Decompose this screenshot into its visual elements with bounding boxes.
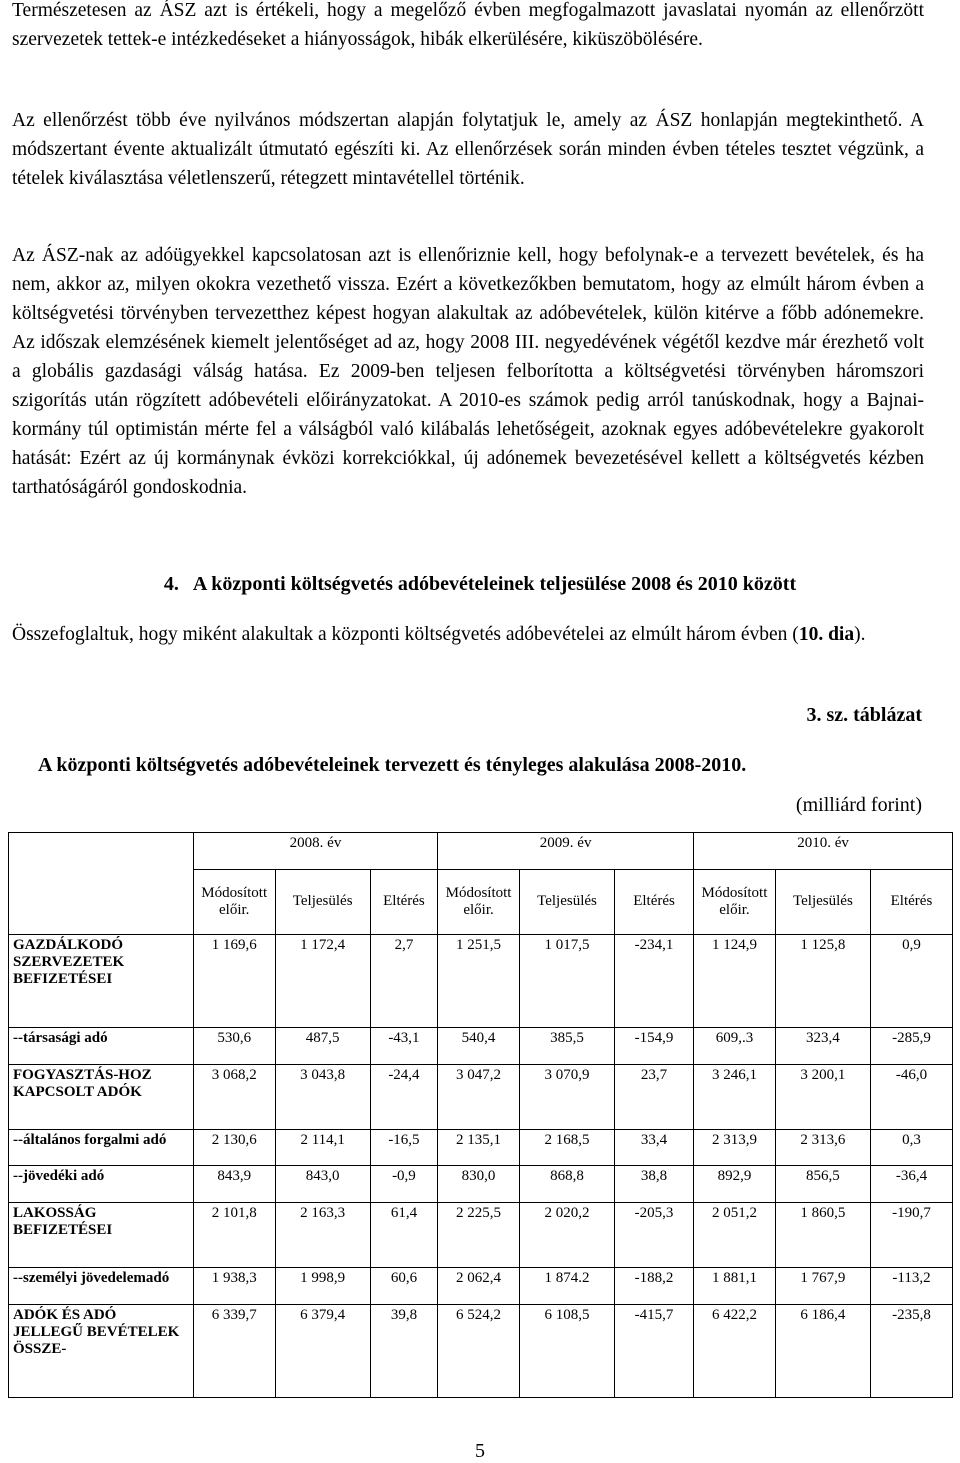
table-cell: 2 168,5	[519, 1129, 614, 1166]
year-2010-header: 2010. év	[694, 833, 953, 870]
table-cell: 868,8	[519, 1166, 614, 1203]
paragraph-2: Az ellenőrzést több éve nyilvános módszertan alapján folytatjuk le, amely az ÁSZ honlapján megtekinthető. A módszertant évente aktualizált útmutató egészíti ki. Az ellenőrzések során minden évben tételes tesztet végzünk, a tételek kiválasztása véletlenszerű, rétegzett mintavétellel történik.	[12, 110, 924, 189]
table-row	[9, 1064, 953, 1129]
table-cell: 23,7	[615, 1064, 694, 1129]
table-row	[9, 1202, 953, 1267]
table-cell: 1 998,9	[275, 1267, 370, 1304]
table-cell: 1 767,9	[775, 1267, 870, 1304]
table-row	[9, 1166, 953, 1203]
table-number: 3. sz. táblázat	[806, 704, 922, 726]
table-cell: 2 313,6	[775, 1129, 870, 1166]
table-cell: 39,8	[370, 1304, 437, 1397]
table-cell: -234,1	[615, 934, 694, 1027]
table-cell: 3 200,1	[775, 1064, 870, 1129]
table-cell: 0,3	[870, 1129, 952, 1166]
section-heading	[0, 570, 960, 598]
tax-revenue-table-wrapper	[8, 832, 953, 1398]
table-cell: -0,9	[370, 1166, 437, 1203]
table-row	[9, 1027, 953, 1064]
year-2008-header: 2008. év	[193, 833, 437, 870]
col-header-difference: Eltérés	[870, 869, 952, 934]
table-cell: 487,5	[275, 1027, 370, 1064]
table-cell: 2 114,1	[275, 1129, 370, 1166]
table-cell: 33,4	[615, 1129, 694, 1166]
col-header-difference: Eltérés	[370, 869, 437, 934]
row-label: --jövedéki adó	[9, 1166, 194, 1203]
table-cell: 0,9	[870, 934, 952, 1027]
table-cell: 843,0	[275, 1166, 370, 1203]
col-header-fulfilment: Teljesülés	[775, 869, 870, 934]
page-number: 5	[475, 1440, 485, 1462]
table-cell: 60,6	[370, 1267, 437, 1304]
paragraph-1: Természetesen az ÁSZ azt is értékeli, hogy a megelőző évben megfogalmazott javaslatai nyomán az ellenőrzött szervezetek tettek-e intézkedéseket a hiányosságok, hibák elkerülésére, kiküszöbölésére.	[12, 0, 924, 50]
year-header-row	[9, 833, 953, 870]
col-header-modified: Módosított előir.	[694, 869, 776, 934]
table-unit: (milliárd forint)	[795, 794, 922, 816]
table-cell: 6 186,4	[775, 1304, 870, 1397]
table-cell: 6 524,2	[438, 1304, 520, 1397]
col-header-fulfilment: Teljesülés	[275, 869, 370, 934]
tax-revenue-table	[8, 832, 953, 1398]
table-cell: -36,4	[870, 1166, 952, 1203]
table-cell: -285,9	[870, 1027, 952, 1064]
year-2009-header: 2009. év	[438, 833, 694, 870]
table-cell: 540,4	[438, 1027, 520, 1064]
row-label: GAZDÁLKODÓ SZERVEZETEK BEFIZETÉSEI	[9, 934, 194, 1027]
table-cell: 1 874.2	[519, 1267, 614, 1304]
table-cell: 530,6	[193, 1027, 275, 1064]
section-title: A központi költségvetés adóbevételeinek teljesülése 2008 és 2010 között	[192, 573, 797, 595]
table-cell: -205,3	[615, 1202, 694, 1267]
table-cell: 6 339,7	[193, 1304, 275, 1397]
table-cell: 3 043,8	[275, 1064, 370, 1129]
table-cell: 843,9	[193, 1166, 275, 1203]
table-cell: 2 225,5	[438, 1202, 520, 1267]
table-cell: -235,8	[870, 1304, 952, 1397]
table-cell: 2 020,2	[519, 1202, 614, 1267]
table-cell: -43,1	[370, 1027, 437, 1064]
table-cell: -415,7	[615, 1304, 694, 1397]
table-cell: -24,4	[370, 1064, 437, 1129]
table-cell: 38,8	[615, 1166, 694, 1203]
table-cell: 3 047,2	[438, 1064, 520, 1129]
table-cell: 2 062,4	[438, 1267, 520, 1304]
table-cell: 1 172,4	[275, 934, 370, 1027]
table-cell: 1 169,6	[193, 934, 275, 1027]
row-label: ADÓK ÉS ADÓ JELLEGŰ BEVÉTELEK ÖSSZE-	[9, 1304, 194, 1397]
col-header-modified: Módosított előir.	[193, 869, 275, 934]
table-cell: -154,9	[615, 1027, 694, 1064]
section-number: 4.	[163, 573, 179, 595]
row-label: --általános forgalmi adó	[9, 1129, 194, 1166]
row-label: FOGYASZTÁS-HOZ KAPCSOLT ADÓK	[9, 1064, 194, 1129]
table-cell: -16,5	[370, 1129, 437, 1166]
table-cell: 2 313,9	[694, 1129, 776, 1166]
table-cell: 2 135,1	[438, 1129, 520, 1166]
table-cell: 3 068,2	[193, 1064, 275, 1129]
table-cell: 856,5	[775, 1166, 870, 1203]
paragraph-3: Az ÁSZ-nak az adóügyekkel kapcsolatosan azt is ellenőriznie kell, hogy befolynak-e a tervezett bevételek, és ha nem, akkor az, milyen okokra vezethető vissza. Ezért a következőkben bemutatom, hogy az elmúlt három évben a költségvetési törvényben tervezetthez képest hogyan alakultak az adóbevételek, külön kitérve a főbb adónemekre. Az időszak elemzésének kiemelt jelentőséget ad az, hogy 2008 III. negyedévének végétől kezdve már érezhető volt a globális gazdasági válság hatása. Ez 2009-ben teljesen felborította a költségvetési törvényben háromszori szigorítás után rögzített adóbevételi előirányzatokat. A 2010-es számok pedig arról tanúskodnak, hogy a Bajnai-kormány túl optimistán mérte fel a válságból való kilábalás lehetőségeit, azoknak egyes adóbevételekre gyakorolt hatását: Ezért az új kormánynak évközi korrekciókkal, új adónemek bevezetésével kellett a költségvetés kézben tarthatóságáról gondoskodnia.	[12, 245, 924, 498]
summary-text-end: ).	[854, 624, 866, 645]
slide-reference: 10. dia	[798, 624, 855, 645]
table-cell: 2,7	[370, 934, 437, 1027]
table-cell: 1 938,3	[193, 1267, 275, 1304]
table-cell: 61,4	[370, 1202, 437, 1267]
table-cell: -46,0	[870, 1064, 952, 1129]
table-cell: 1 251,5	[438, 934, 520, 1027]
table-cell: 2 163,3	[275, 1202, 370, 1267]
table-cell: 1 860,5	[775, 1202, 870, 1267]
table-cell: 1 881,1	[694, 1267, 776, 1304]
summary-text: Összefoglaltuk, hogy miként alakultak a központi költségvetés adóbevételei az elmúlt három évben (	[12, 624, 799, 645]
empty-corner-cell	[9, 833, 194, 935]
table-cell: -190,7	[870, 1202, 952, 1267]
table-cell: 2 051,2	[694, 1202, 776, 1267]
table-cell: 6 379,4	[275, 1304, 370, 1397]
row-label: --társasági adó	[9, 1027, 194, 1064]
table-cell: -188,2	[615, 1267, 694, 1304]
table-cell: 609,.3	[694, 1027, 776, 1064]
table-cell: 830,0	[438, 1166, 520, 1203]
table-cell: 2 130,6	[193, 1129, 275, 1166]
table-cell: 1 125,8	[775, 934, 870, 1027]
table-cell: 1 017,5	[519, 934, 614, 1027]
table-cell: 385,5	[519, 1027, 614, 1064]
table-cell: 3 246,1	[694, 1064, 776, 1129]
row-label: --személyi jövedelemadó	[9, 1267, 194, 1304]
table-cell: 1 124,9	[694, 934, 776, 1027]
col-header-difference: Eltérés	[615, 869, 694, 934]
table-cell: 6 422,2	[694, 1304, 776, 1397]
table-cell: 2 101,8	[193, 1202, 275, 1267]
table-row	[9, 1129, 953, 1166]
summary-paragraph	[12, 620, 924, 649]
col-header-modified: Módosított előir.	[438, 869, 520, 934]
table-cell: 6 108,5	[519, 1304, 614, 1397]
table-cell: 892,9	[694, 1166, 776, 1203]
col-header-fulfilment: Teljesülés	[519, 869, 614, 934]
row-label: LAKOSSÁG BEFIZETÉSEI	[9, 1202, 194, 1267]
table-cell: -113,2	[870, 1267, 952, 1304]
table-title: A központi költségvetés adóbevételeinek tervezett és tényleges alakulása 2008-2010.	[38, 754, 747, 776]
table-row	[9, 1304, 953, 1397]
table-cell: 3 070,9	[519, 1064, 614, 1129]
table-cell: 323,4	[775, 1027, 870, 1064]
table-row	[9, 934, 953, 1027]
table-row	[9, 1267, 953, 1304]
